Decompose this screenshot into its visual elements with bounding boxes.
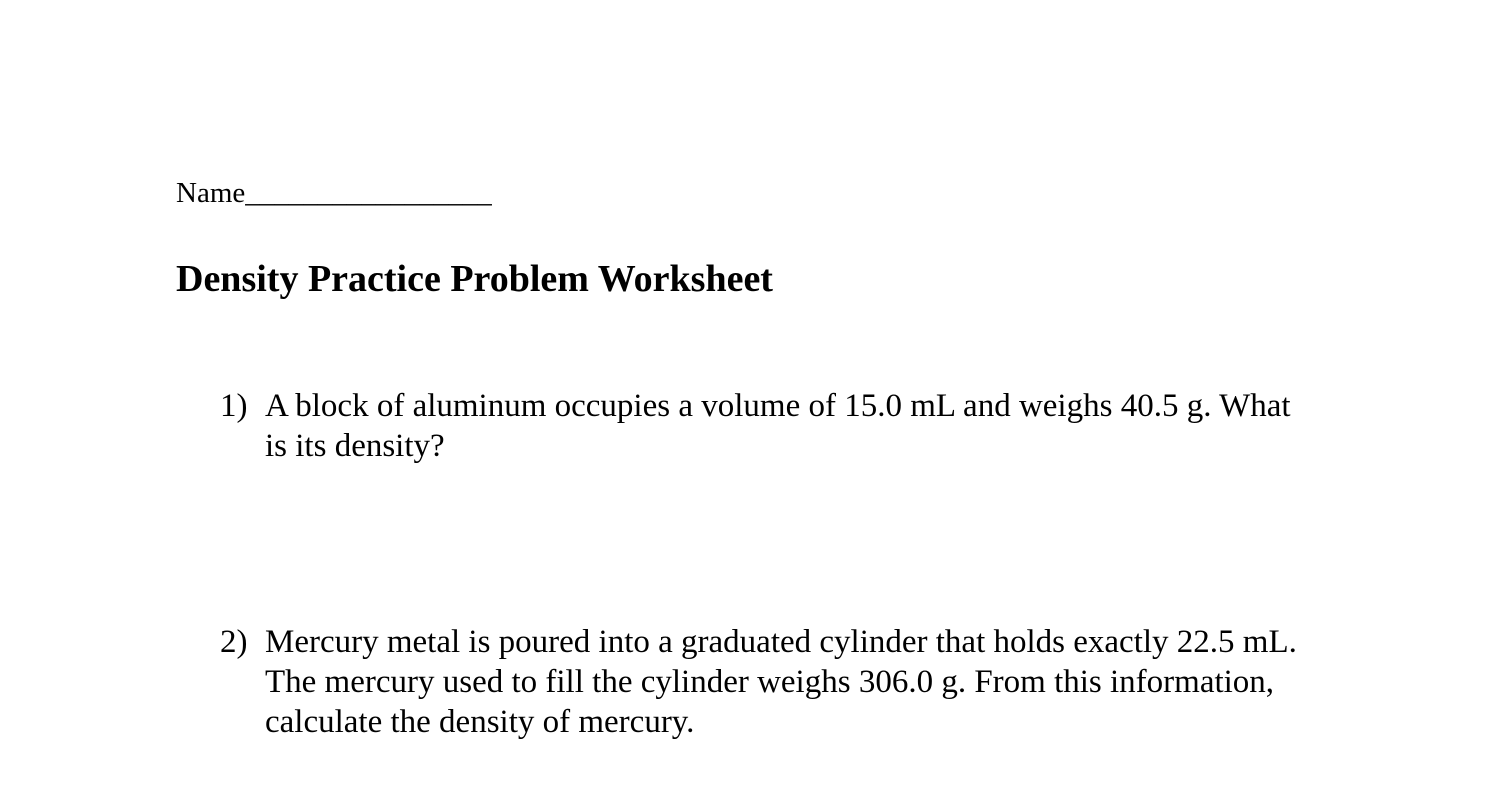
- question-text: A block of aluminum occupies a volume of 15.0 mL and weighs 40.5 g. What is its density?: [265, 388, 1291, 464]
- question-2: [220, 622, 1310, 742]
- question-1: [220, 386, 1310, 466]
- question-text: Mercury metal is poured into a graduated cylinder that holds exactly 22.5 mL. The mercury used to fill the cylinder weighs 306.0 g. From this information, calculate the density of mercury.: [265, 624, 1297, 740]
- question-number: 1): [220, 388, 248, 424]
- question-number: 2): [220, 624, 248, 660]
- page-title: Density Practice Problem Worksheet: [176, 258, 773, 300]
- name-field-label: Name_________________: [176, 177, 492, 209]
